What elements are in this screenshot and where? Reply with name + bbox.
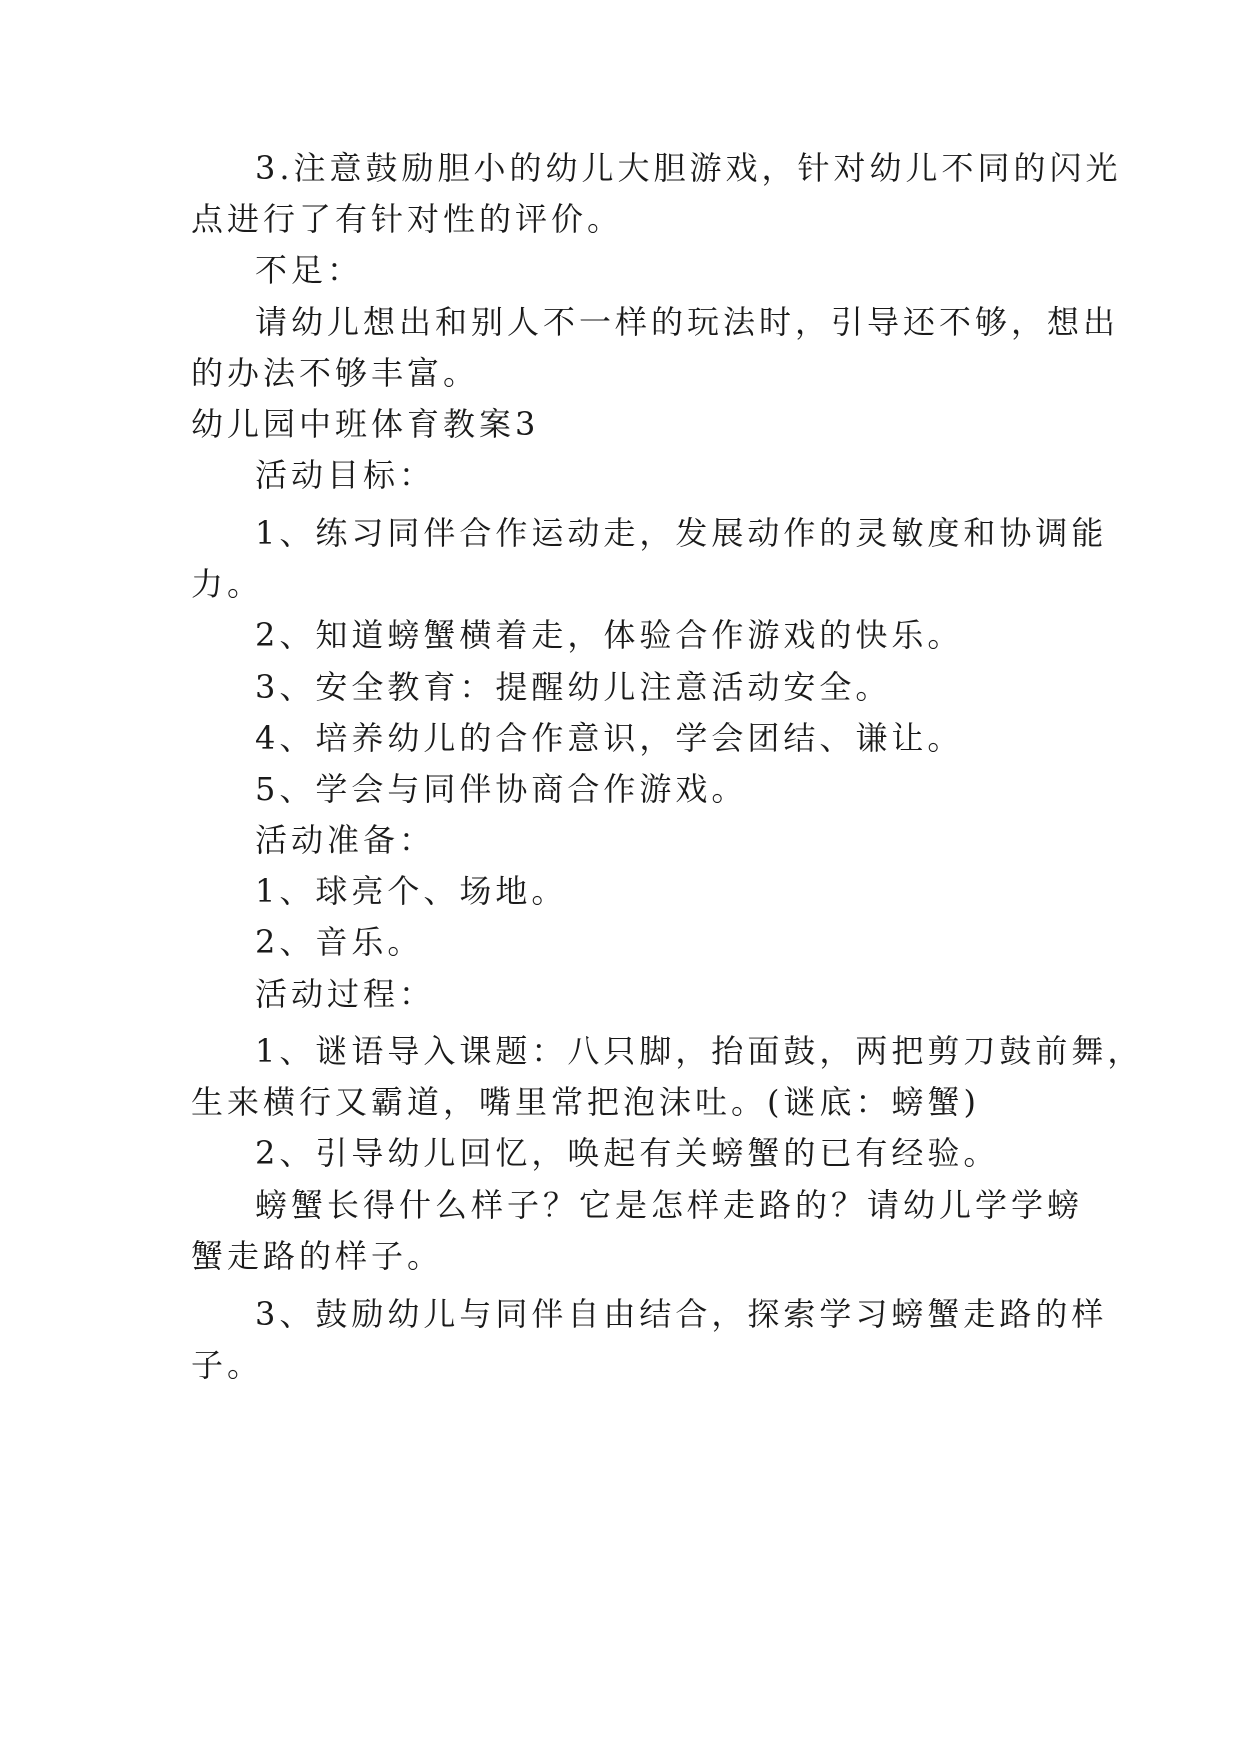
paragraph-line: 子。 bbox=[191, 1346, 264, 1384]
paragraph-line: 蟹走路的样子。 bbox=[191, 1237, 444, 1275]
paragraph-line: 的办法不够丰富。 bbox=[191, 354, 480, 392]
list-item: 1、谜语导入课题：八只脚，抬面鼓，两把剪刀鼓前舞， bbox=[255, 1032, 1144, 1070]
paragraph-line: 螃蟹长得什么样子？它是怎样走路的？请幼儿学学螃 bbox=[255, 1186, 1084, 1224]
list-item: 2、引导幼儿回忆，唤起有关螃蟹的已有经验。 bbox=[255, 1134, 1000, 1172]
list-item: 1、练习同伴合作运动走，发展动作的灵敏度和协调能 bbox=[255, 514, 1108, 552]
document-title: 幼儿园中班体育教案3 bbox=[191, 405, 540, 443]
paragraph-line: 生来横行又霸道，嘴里常把泡沫吐。(谜底：螃蟹) bbox=[191, 1083, 980, 1121]
list-item: 4、培养幼儿的合作意识，学会团结、谦让。 bbox=[255, 719, 964, 757]
paragraph-line: 3.注意鼓励胆小的幼儿大胆游戏，针对幼儿不同的闪光 bbox=[255, 149, 1122, 187]
list-item: 1、球亮个、场地。 bbox=[255, 872, 568, 910]
section-heading: 不足： bbox=[255, 251, 364, 289]
paragraph-line: 点进行了有针对性的评价。 bbox=[191, 200, 624, 238]
list-item: 2、知道螃蟹横着走，体验合作游戏的快乐。 bbox=[255, 616, 964, 654]
list-item: 3、鼓励幼儿与同伴自由结合，探索学习螃蟹走路的样 bbox=[255, 1295, 1108, 1333]
section-heading: 活动准备： bbox=[255, 821, 436, 859]
section-heading: 活动过程： bbox=[255, 975, 436, 1013]
list-item: 3、安全教育：提醒幼儿注意活动安全。 bbox=[255, 668, 892, 706]
list-item: 5、学会与同伴协商合作游戏。 bbox=[255, 770, 748, 808]
section-heading: 活动目标： bbox=[255, 456, 436, 494]
paragraph-line: 请幼儿想出和别人不一样的玩法时，引导还不够，想出 bbox=[255, 303, 1120, 341]
list-item: 2、音乐。 bbox=[255, 923, 424, 961]
paragraph-line: 力。 bbox=[191, 565, 264, 603]
